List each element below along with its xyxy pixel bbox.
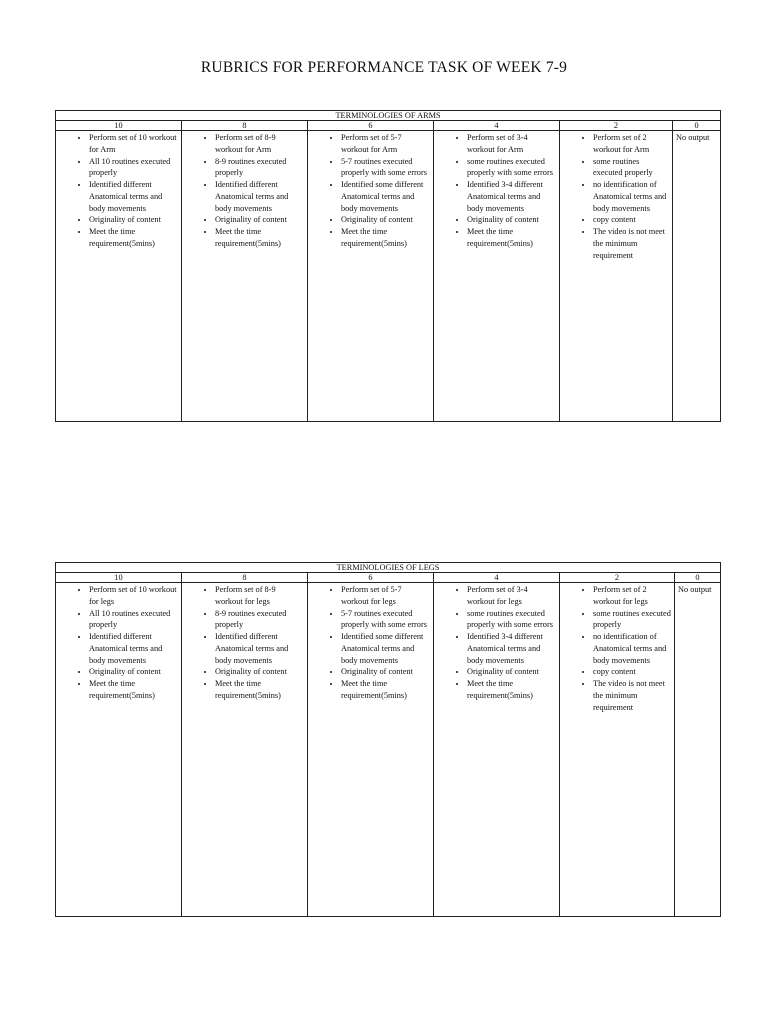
criteria-row — [56, 583, 721, 917]
legs-rubric-table — [55, 562, 721, 917]
score-header: 2 — [560, 121, 673, 131]
criteria-item: • some routines executed properly — [593, 156, 670, 180]
score-header-row — [56, 573, 721, 583]
score-header: 4 — [434, 573, 560, 583]
criteria-item: • Perform set of 3-4 workout for legs — [467, 584, 557, 608]
criteria-item: • copy content — [593, 214, 670, 226]
criteria-item: • The video is not meet the minimum requirement — [593, 226, 670, 261]
table-heading: TERMINOLOGIES OF ARMS — [56, 111, 721, 121]
criteria-list — [308, 584, 433, 702]
criteria-item: • Perform set of 2 workout for Arm — [593, 132, 670, 156]
criteria-item: • Identified 3-4 different Anatomical terms and body movements — [467, 179, 557, 214]
criteria-item: • no identification of Anatomical terms and body movements — [593, 631, 672, 666]
score-header: 8 — [182, 573, 308, 583]
criteria-item: • The video is not meet the minimum requirement — [593, 678, 672, 713]
criteria-list — [56, 132, 181, 250]
criteria-row — [56, 131, 721, 422]
criteria-item: • Identified some different Anatomical terms and body movements — [341, 179, 431, 214]
criteria-item: • Perform set of 8-9 workout for legs — [215, 584, 305, 608]
criteria-item: • Meet the time requirement(5mins) — [341, 226, 431, 250]
criteria-item: • Perform set of 10 workout for Arm — [89, 132, 179, 156]
criteria-item: • Meet the time requirement(5mins) — [467, 678, 557, 702]
criteria-cell — [308, 131, 434, 422]
criteria-list — [56, 584, 181, 702]
criteria-item: • Perform set of 8-9 workout for Arm — [215, 132, 305, 156]
criteria-item: • Originality of content — [341, 666, 431, 678]
criteria-item: • Originality of content — [467, 666, 557, 678]
criteria-item: • Meet the time requirement(5mins) — [215, 678, 305, 702]
criteria-list — [182, 132, 307, 250]
arms-rubric-table — [55, 110, 721, 422]
criteria-item: • Originality of content — [467, 214, 557, 226]
criteria-item: • Originality of content — [341, 214, 431, 226]
criteria-cell — [560, 131, 673, 422]
criteria-item: • Meet the time requirement(5mins) — [215, 226, 305, 250]
criteria-item: • Meet the time requirement(5mins) — [89, 226, 179, 250]
criteria-list — [182, 584, 307, 702]
score-header: 6 — [308, 121, 434, 131]
criteria-list — [434, 132, 559, 250]
criteria-list — [308, 132, 433, 250]
criteria-item: • 5-7 routines executed properly with some errors — [341, 156, 431, 180]
criteria-item: • some routines executed properly — [593, 608, 672, 632]
score-header: 0 — [675, 573, 721, 583]
criteria-cell — [434, 131, 560, 422]
criteria-cell — [182, 131, 308, 422]
criteria-item: • All 10 routines executed properly — [89, 156, 179, 180]
criteria-item: • copy content — [593, 666, 672, 678]
criteria-list — [434, 584, 559, 702]
criteria-item: • Meet the time requirement(5mins) — [89, 678, 179, 702]
criteria-item: • Identified different Anatomical terms and body movements — [215, 631, 305, 666]
no-output-cell: No output — [675, 583, 721, 917]
score-header: 6 — [308, 573, 434, 583]
criteria-item: • Meet the time requirement(5mins) — [341, 678, 431, 702]
criteria-cell — [56, 131, 182, 422]
criteria-item: • Originality of content — [89, 666, 179, 678]
criteria-list — [560, 132, 672, 262]
criteria-item: • All 10 routines executed properly — [89, 608, 179, 632]
criteria-cell — [308, 583, 434, 917]
criteria-item: • Identified different Anatomical terms and body movements — [89, 631, 179, 666]
score-header-row — [56, 121, 721, 131]
table-heading: TERMINOLOGIES OF LEGS — [56, 563, 721, 573]
score-header: 8 — [182, 121, 308, 131]
score-header: 10 — [56, 573, 182, 583]
criteria-cell — [434, 583, 560, 917]
criteria-item: • Identified some different Anatomical terms and body movements — [341, 631, 431, 666]
criteria-item: • Perform set of 10 workout for legs — [89, 584, 179, 608]
criteria-item: • Meet the time requirement(5mins) — [467, 226, 557, 250]
criteria-list — [560, 584, 674, 714]
criteria-item: • Originality of content — [215, 214, 305, 226]
criteria-item: • Identified different Anatomical terms and body movements — [89, 179, 179, 214]
criteria-item: • Identified different Anatomical terms and body movements — [215, 179, 305, 214]
criteria-item: • some routines executed properly with some errors — [467, 156, 557, 180]
criteria-item: • some routines executed properly with some errors — [467, 608, 557, 632]
criteria-item: • Perform set of 5-7 workout for legs — [341, 584, 431, 608]
no-output-cell: No output — [673, 131, 721, 422]
score-header: 0 — [673, 121, 721, 131]
criteria-item: • 8-9 routines executed properly — [215, 156, 305, 180]
criteria-cell — [56, 583, 182, 917]
score-header: 10 — [56, 121, 182, 131]
page-title: RUBRICS FOR PERFORMANCE TASK OF WEEK 7-9 — [200, 59, 568, 76]
criteria-cell — [182, 583, 308, 917]
criteria-item: • Originality of content — [215, 666, 305, 678]
criteria-cell — [560, 583, 675, 917]
criteria-item: • Perform set of 2 workout for legs — [593, 584, 672, 608]
criteria-item: • Identified 3-4 different Anatomical terms and body movements — [467, 631, 557, 666]
score-header: 2 — [560, 573, 675, 583]
criteria-item: • Originality of content — [89, 214, 179, 226]
score-header: 4 — [434, 121, 560, 131]
criteria-item: • no identification of Anatomical terms and body movements — [593, 179, 670, 214]
criteria-item: • Perform set of 3-4 workout for Arm — [467, 132, 557, 156]
criteria-item: • Perform set of 5-7 workout for Arm — [341, 132, 431, 156]
criteria-item: • 5-7 routines executed properly with some errors — [341, 608, 431, 632]
criteria-item: • 8-9 routines executed properly — [215, 608, 305, 632]
